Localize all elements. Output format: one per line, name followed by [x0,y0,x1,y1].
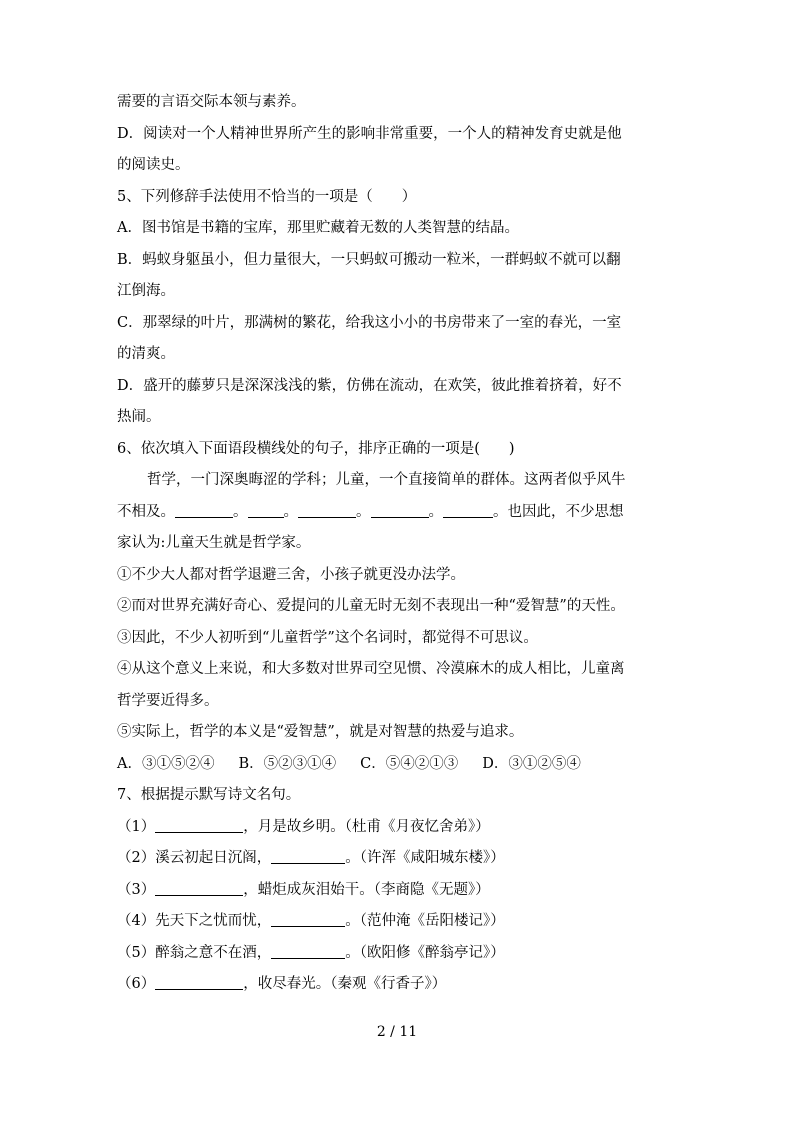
q7-item-3 [117,875,677,907]
item-text: ，蜡炬成灰泪始干。（李商隐《无题》） [243,881,490,898]
item-number: （5） [117,944,156,961]
q5-option-c-line2: 的清爽。 [117,346,175,362]
answer-blank [155,877,243,896]
q7-item-2 [117,843,677,875]
q6-option-b: B．⑤②③①④ [238,755,337,772]
q6-options [117,749,677,781]
q7-item-6 [117,969,677,1001]
separator: 。 [233,503,248,520]
q5-option-d-line2: 热闹。 [117,409,161,425]
q7-item-5 [117,938,677,970]
item-number: （2） [117,850,156,866]
question-5-stem: 5、下列修辞手法使用不恰当的一项是（ ） [117,188,417,205]
page-number: 2 / 11 [376,1024,418,1040]
q6-option-d: D．③①②⑤④ [482,755,581,772]
question-7-stem: 7、根据提示默写诗文名句。 [117,787,301,803]
separator: 。 [428,503,443,520]
separator: 。 [283,503,298,520]
q6-option-c: C．⑤④②①③ [360,755,459,772]
item-number: （1） [117,818,156,835]
item-text: 。（许浑《咸阳城东楼》） [345,850,505,866]
q6-sentence-1: ①不少大人都对哲学退避三舍，小孩子就更没办法学。 [117,566,465,583]
page-content [117,87,677,1001]
q6-passage-line2 [117,497,677,529]
q5-option-b-line2: 江倒海。 [117,283,175,299]
q5-option-b-line1: B．蚂蚁身躯虽小，但力量很大，一只蚂蚁可搬动一粒米，一群蚂蚁不就可以翻 [117,251,621,268]
item-number: （3） [117,881,156,898]
q6-passage-lead: 不相及。 [117,503,175,520]
item-number: （6） [117,976,156,992]
answer-blank [155,814,243,833]
item-text: 。（欧阳修《醉翁亭记》） [345,944,505,961]
blank-5 [443,499,493,518]
answer-blank [271,940,345,959]
q6-passage-line3: 家认为:儿童天生就是哲学家。 [117,535,311,551]
blank-3 [298,499,356,518]
q5-option-d-line1: D．盛开的藤萝只是深深浅浅的紫，仿佛在流动，在欢笑，彼此推着挤着，好不 [117,377,622,394]
q6-passage-line1: 哲学，一门深奥晦涩的学科；儿童，一个直接简单的群体。这两者似乎风牛 [147,472,626,488]
item-text: 醉翁之意不在酒， [155,944,272,961]
item-number: （4） [117,913,156,929]
q6-option-a: A．③①⑤②④ [117,755,215,772]
answer-blank [271,845,345,864]
answer-blank [155,971,243,990]
q5-option-a: A．图书馆是书籍的宝库，那里贮藏着无数的人类智慧的结晶。 [117,220,519,236]
item-text: 。（范仲淹《岳阳楼记》） [345,913,505,929]
item-text: 先天下之忧而忧， [155,913,272,929]
q6-sentence-5: ⑤实际上，哲学的本义是“爱智慧”，就是对智慧的热爱与追求。 [117,724,524,740]
item-text: 溪云初起日沉阁， [155,850,272,866]
option-c-continuation: 需要的言语交际本领与素养。 [117,94,306,110]
q6-passage-tail: 。也因此，不少思想 [493,503,624,520]
q5-option-c-line1: C．那翠绿的叶片，那满树的繁花，给我这小小的书房带来了一室的春光，一室 [117,314,622,331]
q6-sentence-4-line1: ④从这个意义上来说，和大多数对世界司空见惯、冷漠麻木的成人相比，儿童离 [117,661,625,677]
q6-sentence-3: ③因此，不少人初听到“儿童哲学”这个名词时，都觉得不可思议。 [117,629,538,646]
blank-1 [175,499,233,518]
q6-sentence-2: ②而对世界充满好奇心、爱提问的儿童无时无刻不表现出一种“爱智慧”的天性。 [117,598,625,614]
question-6-stem: 6、依次填入下面语段横线处的句子，排序正确的一项是( ) [117,440,515,457]
item-text: ，收尽春光。（秦观《行香子》） [243,976,447,992]
blank-2 [248,499,284,518]
item-text: ，月是故乡明。（杜甫《月夜忆舍弟》） [243,818,490,835]
option-d-line1: D．阅读对一个人精神世界所产生的影响非常重要，一个人的精神发育史就是他 [117,125,622,142]
blank-4 [371,499,429,518]
option-d-line2: 的阅读史。 [117,157,190,173]
q6-sentence-4-line2: 哲学要近得多。 [117,692,219,709]
q7-item-4 [117,906,677,938]
answer-blank [271,908,345,927]
q7-item-1 [117,812,677,844]
separator: 。 [356,503,371,520]
